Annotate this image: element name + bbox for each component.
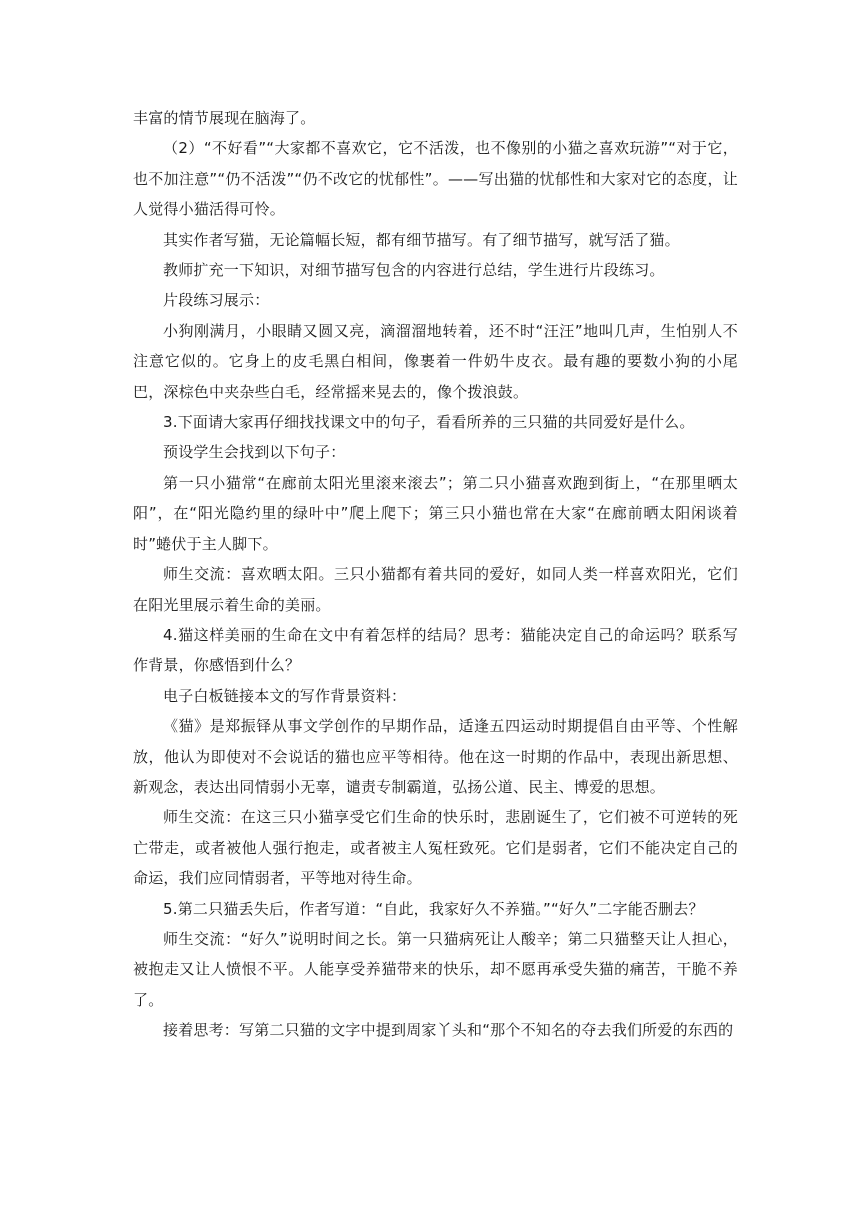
paragraph: 5.第二只猫丢失后，作者写道：“自此，我家好久不养猫。”“好久”二字能否删去？ (163, 899, 704, 918)
paragraph: 师生交流：在这三只小猫享受它们生命的快乐时，悲剧诞生了，它们被不可逆转的死亡带走，或者被他人强行抱走，或者被主人冤枉致死。它们是弱者，它们不能决定自己的命运，我们应同情弱者，平等地对待生命。 (133, 808, 738, 888)
paragraph: 电子白板链接本文的写作背景资料： (163, 686, 407, 705)
paragraph: 《猫》是郑振铎从事文学创作的早期作品，适逢五四运动时期提倡自由平等、个性解放，他认为即使对不会说话的猫也应平等相待。他在这一时期的作品中，表现出新思想、新观念，表达出同情弱小无辜，谴责专制霸道，弘扬公道、民主、博爱的思想。 (133, 717, 738, 796)
paragraph: （2）“不好看”“大家都不喜欢它，它不活泼，也不像别的小猫之喜欢玩游”“对于它，也不加注意”“仍不活泼”“仍不改它的忧郁性”。——写出猫的忧郁性和大家对它的态度，让人觉得小猫活得可怜。 (133, 139, 738, 219)
paragraph: 教师扩充一下知识，对细节描写包含的内容进行总结，学生进行片段练习。 (163, 261, 665, 280)
paragraph: 其实作者写猫，无论篇幅长短，都有细节描写。有了细节描写，就写活了猫。 (163, 230, 680, 249)
paragraph: 第一只小猫常“在廊前太阳光里滚来滚去”；第二只小猫喜欢跑到街上，“在那里晒太阳”，在“阳光隐约里的绿叶中”爬上爬下；第三只小猫也常在大家“在廊前晒太阳闲谈着时”蜷伏于主人脚下。 (133, 473, 738, 553)
paragraph: 师生交流：“好久”说明时间之长。第一只猫病死让人酸辛；第二只猫整天让人担心，被抱走又让人愤恨不平。人能享受养猫带来的快乐，却不愿再承受失猫的痛苦，干脆不养了。 (133, 929, 738, 1009)
paragraph: 4.猫这样美丽的生命在文中有着怎样的结局？思考：猫能决定自己的命运吗？联系写作背景，你感悟到什么？ (133, 625, 738, 675)
paragraph: 预设学生会找到以下句子： (163, 443, 346, 462)
paragraph: 片段练习展示： (163, 291, 270, 310)
paragraph: 丰富的情节展现在脑海了。 (133, 109, 316, 127)
document-body (133, 103, 738, 1046)
paragraph: 3.下面请大家再仔细找找课文中的句子，看看所养的三只猫的共同爱好是什么。 (163, 413, 695, 432)
paragraph: 小狗刚满月，小眼睛又圆又亮，滴溜溜地转着，还不时“汪汪”地叫几声，生怕别人不注意它似的。它身上的皮毛黑白相间，像裹着一件奶牛皮衣。最有趣的要数小狗的小尾巴，深棕色中夹杂些白毛，经常摇来晃去的，像个拨浪鼓。 (133, 321, 738, 401)
paragraph: 师生交流：喜欢晒太阳。三只小猫都有着共同的爱好，如同人类一样喜欢阳光，它们在阳光里展示着生命的美丽。 (133, 565, 738, 614)
paragraph: 接着思考：写第二只猫的文字中提到周家丫头和“那个不知名的夺去我们所爱的东西的 (163, 1021, 734, 1040)
